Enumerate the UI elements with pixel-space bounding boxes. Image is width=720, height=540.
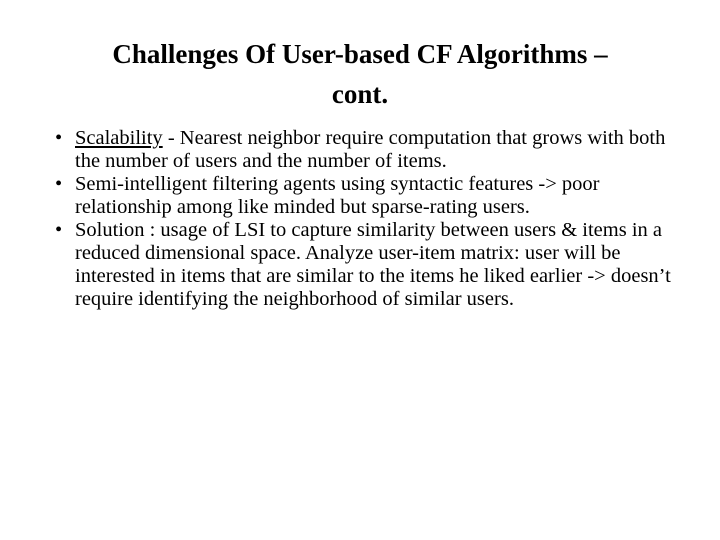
bullet-icon: • — [55, 173, 63, 195]
bullet-item-solution — [30, 219, 690, 311]
bullet-icon: • — [55, 127, 63, 149]
slide-title-line-2: cont. — [331, 79, 389, 109]
bullet-text-scalability: - Nearest neighbor require computation that grows with both the number of users and the number of items. — [75, 127, 666, 172]
bullet-item-semi-intelligent — [30, 173, 690, 219]
bullet-list — [30, 127, 690, 311]
slide-title — [40, 34, 680, 114]
bullet-text-semi-intelligent: Semi-intelligent filtering agents using syntactic features -> poor relationship among like minded but sparse-rating users. — [75, 173, 600, 218]
bullet-term-scalability: Scalability — [75, 127, 163, 149]
slide-title-line-1: Challenges Of User-based CF Algorithms – — [112, 39, 608, 69]
bullet-item-scalability — [30, 127, 690, 173]
bullet-text-solution: Solution : usage of LSI to capture similarity between users & items in a reduced dimensional space. Analyze user-item matrix: user will be interested in items that are similar to the items he liked earlier -> doesn’t require identifying the neighborhood of similar users. — [75, 219, 671, 310]
bullet-icon: • — [55, 219, 63, 241]
